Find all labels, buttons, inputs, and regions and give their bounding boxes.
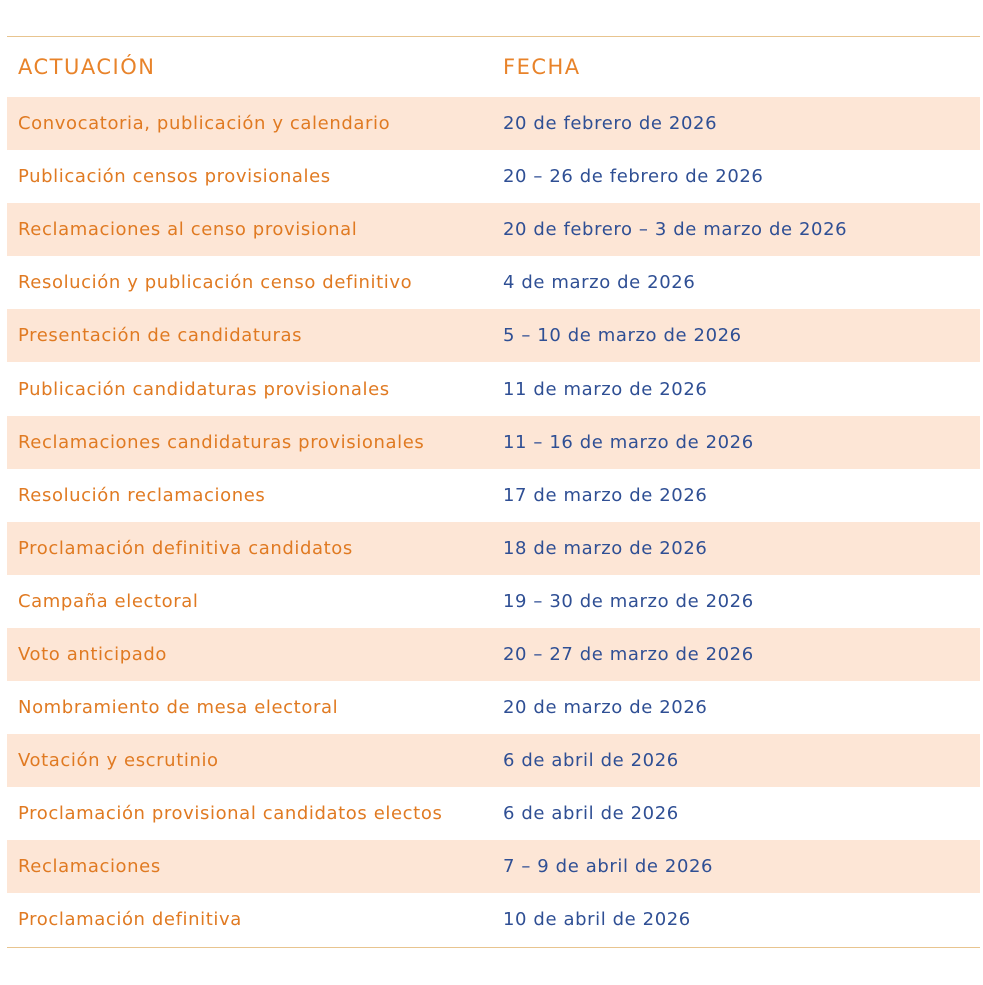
actuacion-cell: Campaña electoral [18, 590, 199, 612]
table-row [7, 522, 980, 575]
fecha-cell: 6 de abril de 2026 [503, 750, 679, 772]
actuacion-cell: Publicación censos provisionales [18, 166, 331, 188]
fecha-cell: 20 de febrero – 3 de marzo de 2026 [503, 219, 848, 241]
fecha-cell: 10 de abril de 2026 [503, 909, 691, 931]
fecha-cell: 4 de marzo de 2026 [503, 272, 696, 294]
actuacion-cell: Resolución reclamaciones [18, 484, 266, 506]
table-row [7, 362, 980, 415]
actuacion-cell: Nombramiento de mesa electoral [18, 697, 339, 719]
fecha-cell: 20 – 26 de febrero de 2026 [503, 166, 764, 188]
table-row [7, 416, 980, 469]
actuacion-cell: Resolución y publicación censo definitivo [18, 272, 413, 294]
actuacion-cell: Proclamación definitiva [18, 909, 242, 931]
fecha-cell: 6 de abril de 2026 [503, 803, 679, 825]
fecha-cell: 18 de marzo de 2026 [503, 537, 708, 559]
actuacion-cell: Votación y escrutinio [18, 750, 219, 772]
fecha-cell: 20 de marzo de 2026 [503, 697, 708, 719]
table-row [7, 734, 980, 787]
actuacion-cell: Reclamaciones candidaturas provisionales [18, 431, 425, 453]
table-row [7, 628, 980, 681]
fecha-cell: 7 – 9 de abril de 2026 [503, 856, 714, 878]
fecha-cell: 5 – 10 de marzo de 2026 [503, 325, 742, 347]
table-row [7, 469, 980, 522]
table-row [7, 97, 980, 150]
fecha-cell: 20 – 27 de marzo de 2026 [503, 643, 754, 665]
table-row [7, 203, 980, 256]
table-row [7, 256, 980, 309]
header-fecha: FECHA [503, 55, 581, 79]
table-row [7, 787, 980, 840]
fecha-cell: 17 de marzo de 2026 [503, 484, 708, 506]
table-row [7, 309, 980, 362]
table-row [7, 840, 980, 893]
table-body [7, 97, 980, 947]
actuacion-cell: Reclamaciones al censo provisional [18, 219, 358, 241]
header-actuacion: ACTUACIÓN [18, 55, 156, 79]
table-row [7, 575, 980, 628]
actuacion-cell: Reclamaciones [18, 856, 161, 878]
fecha-cell: 11 – 16 de marzo de 2026 [503, 431, 754, 453]
actuacion-cell: Presentación de candidaturas [18, 325, 303, 347]
actuacion-cell: Proclamación definitiva candidatos [18, 537, 353, 559]
actuacion-cell: Convocatoria, publicación y calendario [18, 113, 391, 135]
fecha-cell: 19 – 30 de marzo de 2026 [503, 590, 754, 612]
actuacion-cell: Publicación candidaturas provisionales [18, 378, 390, 400]
table-row [7, 150, 980, 203]
fecha-cell: 11 de marzo de 2026 [503, 378, 708, 400]
table-row [7, 681, 980, 734]
actuacion-cell: Proclamación provisional candidatos electos [18, 803, 443, 825]
table-header [7, 37, 980, 97]
table-row [7, 893, 980, 946]
actuacion-cell: Voto anticipado [18, 643, 168, 665]
fecha-cell: 20 de febrero de 2026 [503, 113, 718, 135]
schedule-table [7, 36, 980, 948]
